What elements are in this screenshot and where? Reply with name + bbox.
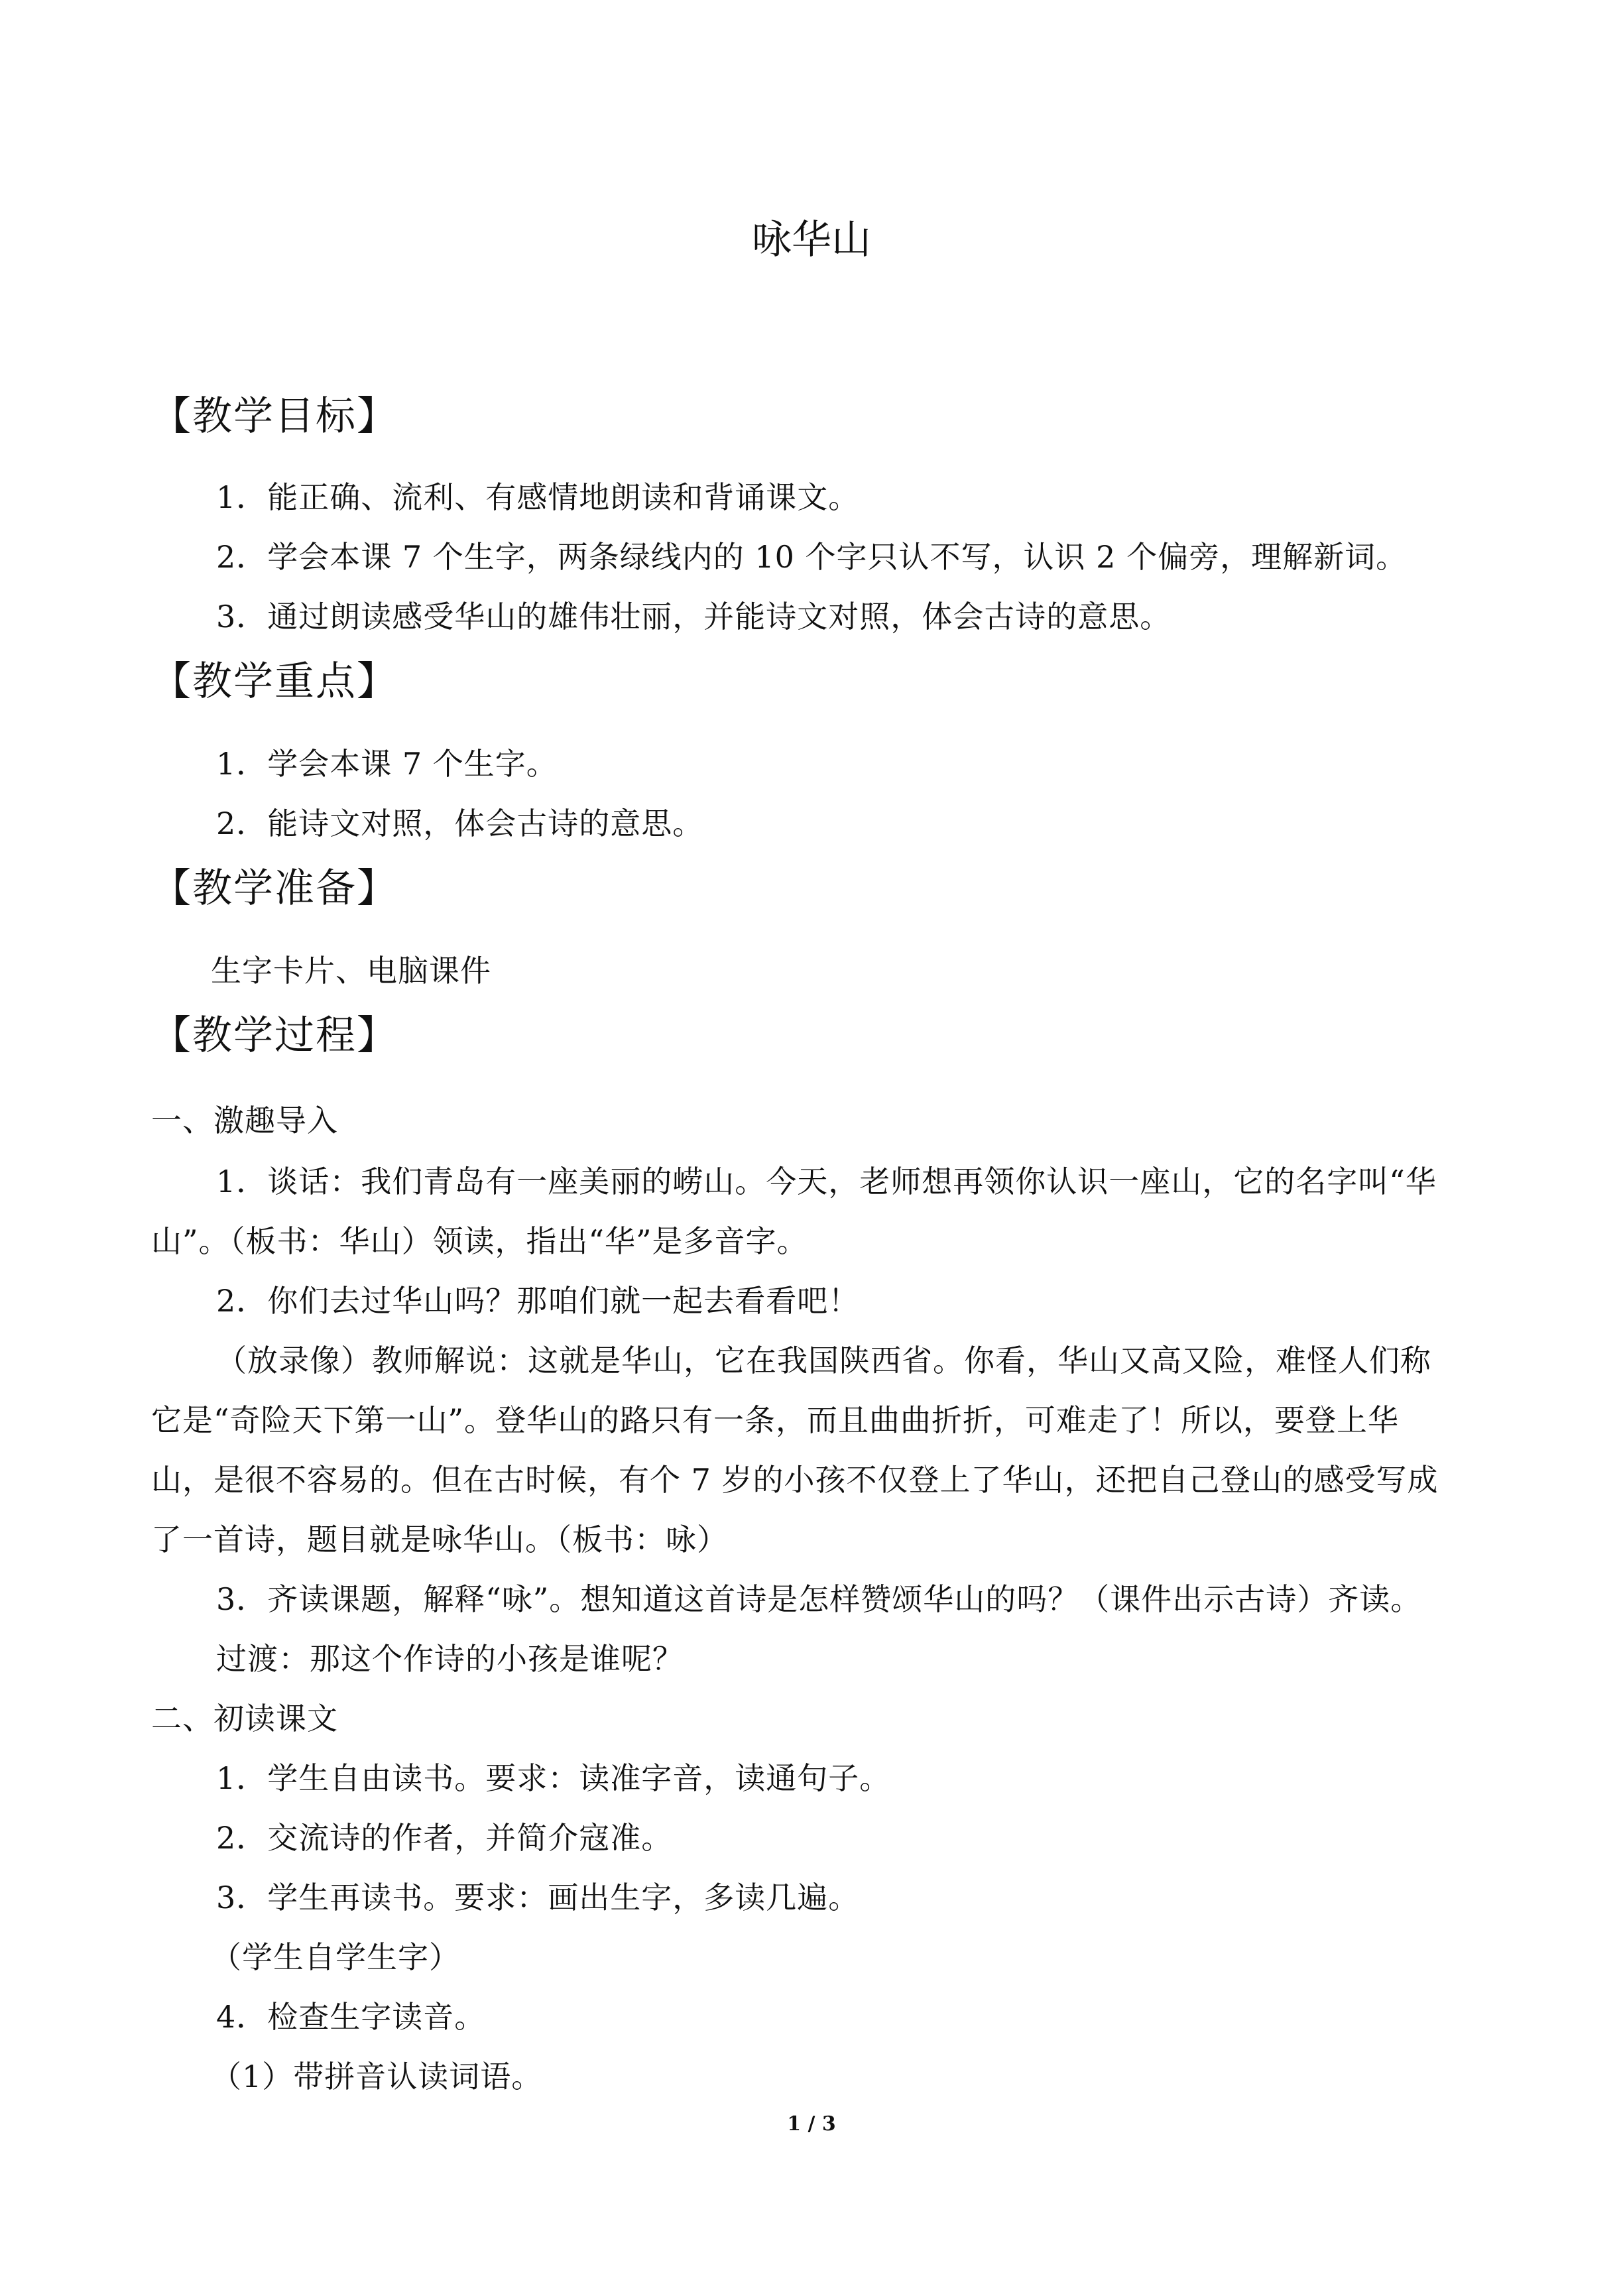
goal-item: 3．通过朗读感受华山的雄伟壮丽，并能诗文对照，体会古诗的意思。	[216, 599, 1172, 634]
process-paragraph: 1．学生自由读书。要求：读准字音，读通句子。	[216, 1760, 891, 1796]
keypoint-item: 1．学会本课 7 个生字。	[216, 746, 558, 782]
process-paragraph: 2．交流诗的作者，并简介寇准。	[216, 1820, 673, 1856]
page-title: 咏华山	[752, 217, 871, 263]
goal-item: 2．学会本课 7 个生字，两条绿线内的 10 个字只认不写，认识 2 个偏旁，理解新词。	[216, 539, 1408, 575]
part2-heading: 二、初读课文	[151, 1701, 338, 1736]
process-paragraph: （1）带拼音认读词语。	[211, 2059, 543, 2094]
process-paragraph: （学生自学生字）	[211, 1939, 460, 1975]
process-paragraph: 山”。（板书：华山）领读，指出“华”是多音字。	[151, 1223, 808, 1259]
process-paragraph: 4．检查生字读音。	[216, 1999, 486, 2035]
process-paragraph: 山，是很不容易的。但在古时候，有个 7 岁的小孩不仅登上了华山，还把自己登山的感受写成	[151, 1462, 1439, 1498]
part1-heading: 一、激趣导入	[151, 1103, 338, 1138]
section-heading-process: 【教学过程】	[151, 1012, 398, 1059]
process-paragraph: 2．你们去过华山吗？那咱们就一起去看看吧！	[216, 1283, 860, 1319]
page-number: 1 / 3	[787, 2112, 836, 2136]
process-paragraph: 3．齐读课题，解释“咏”。想知道这首诗是怎样赞颂华山的吗？（课件出示古诗）齐读。	[216, 1581, 1422, 1617]
process-paragraph: （放录像）教师解说：这就是华山，它在我国陕西省。你看，华山又高又险，难怪人们称	[216, 1343, 1431, 1378]
process-paragraph: 过渡：那这个作诗的小孩是谁呢？	[216, 1641, 684, 1677]
process-paragraph: 它是“奇险天下第一山”。登华山的路只有一条，而且曲曲折折，可难走了！所以，要登上华	[151, 1402, 1400, 1438]
process-paragraph: 1．谈话：我们青岛有一座美丽的崂山。今天，老师想再领你认识一座山，它的名字叫“华	[216, 1164, 1437, 1199]
keypoint-item: 2．能诗文对照，体会古诗的意思。	[216, 806, 704, 841]
section-heading-keypoints: 【教学重点】	[151, 658, 398, 705]
goal-item: 1．能正确、流利、有感情地朗读和背诵课文。	[216, 479, 860, 515]
prep-text: 生字卡片、电脑课件	[211, 953, 491, 989]
section-heading-prep: 【教学准备】	[151, 865, 398, 912]
section-heading-goals: 【教学目标】	[151, 393, 398, 440]
process-paragraph: 3．学生再读书。要求：画出生字，多读几遍。	[216, 1880, 860, 1915]
process-paragraph: 了一首诗，题目就是咏华山。（板书：咏）	[151, 1522, 728, 1557]
